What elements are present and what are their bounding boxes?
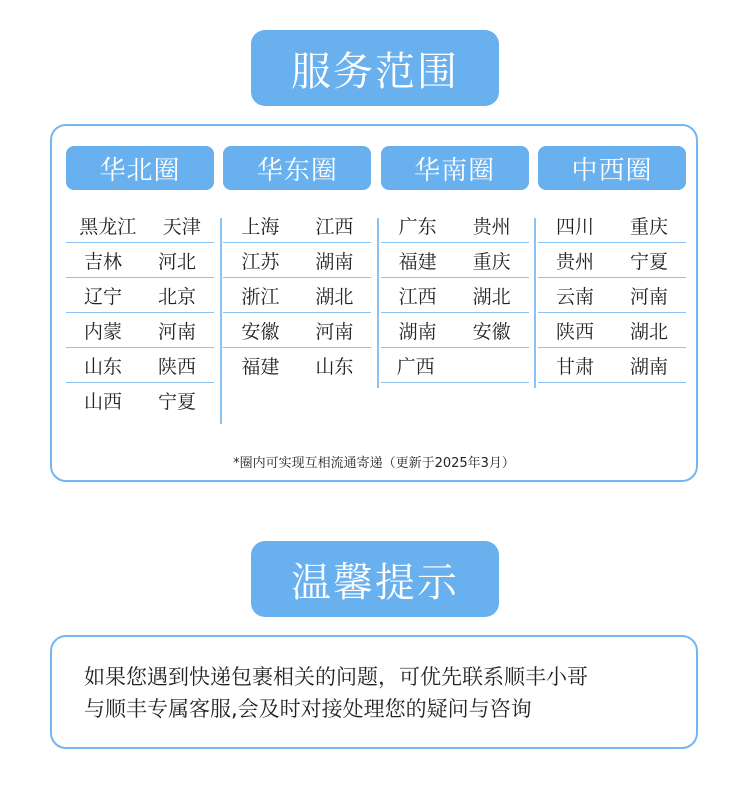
province: 安徽 bbox=[241, 320, 280, 343]
province: 江西 bbox=[315, 215, 354, 238]
region-header: 中西圈 bbox=[538, 146, 686, 190]
region-rows bbox=[66, 208, 214, 418]
province: 河北 bbox=[157, 250, 196, 273]
region-row bbox=[381, 348, 529, 383]
region-row bbox=[538, 313, 686, 348]
region-row bbox=[66, 383, 214, 418]
region-rows bbox=[381, 208, 529, 383]
province: 江苏 bbox=[241, 250, 280, 273]
province: 辽宁 bbox=[83, 285, 122, 308]
province: 安徽 bbox=[472, 320, 511, 343]
province: 湖南 bbox=[315, 250, 354, 273]
region-header: 华东圈 bbox=[223, 146, 371, 190]
region-row bbox=[538, 348, 686, 383]
province: 云南 bbox=[555, 285, 594, 308]
province: 福建 bbox=[241, 356, 280, 378]
region-row bbox=[538, 208, 686, 243]
region-columns bbox=[66, 146, 686, 416]
region-row bbox=[538, 278, 686, 313]
region-column-central-west bbox=[538, 146, 686, 416]
tips-line-2: 与顺丰专属客服,会及时对接处理您的疑问与咨询 bbox=[84, 697, 532, 721]
province: 甘肃 bbox=[555, 355, 594, 378]
province: 湖北 bbox=[472, 285, 511, 308]
region-row bbox=[223, 278, 371, 313]
region-row bbox=[381, 243, 529, 278]
region-column-east bbox=[223, 146, 371, 416]
region-rows bbox=[538, 208, 686, 383]
service-region-card bbox=[50, 124, 698, 482]
province: 河南 bbox=[157, 320, 196, 343]
column-divider bbox=[534, 218, 536, 388]
province: 福建 bbox=[398, 250, 437, 273]
region-row bbox=[381, 313, 529, 348]
region-row bbox=[223, 208, 371, 243]
region-row bbox=[66, 208, 214, 243]
region-row bbox=[66, 243, 214, 278]
warm-tips-title: 温馨提示 bbox=[251, 541, 499, 617]
region-row bbox=[66, 348, 214, 383]
region-row bbox=[66, 313, 214, 348]
region-row bbox=[223, 348, 371, 383]
province: 河南 bbox=[315, 320, 354, 343]
province: 宁夏 bbox=[629, 250, 668, 273]
column-divider bbox=[220, 218, 222, 424]
region-column-south bbox=[381, 146, 529, 416]
region-note: *圈内可实现互相流通寄递（更新于2025年3月） bbox=[233, 456, 515, 471]
province: 广西 bbox=[396, 355, 435, 378]
province: 江西 bbox=[398, 285, 437, 308]
province: 湖南 bbox=[398, 320, 437, 343]
tips-card bbox=[50, 635, 698, 749]
province: 陕西 bbox=[555, 320, 594, 343]
tips-line-1: 如果您遇到快递包裹相关的问题，可优先联系顺丰小哥 bbox=[84, 665, 588, 689]
province: 贵州 bbox=[555, 250, 594, 273]
region-row bbox=[381, 208, 529, 243]
province: 黑龙江 bbox=[79, 215, 137, 238]
region-row bbox=[381, 278, 529, 313]
province: 贵州 bbox=[472, 215, 511, 238]
province: 吉林 bbox=[83, 250, 122, 273]
province: 内蒙 bbox=[83, 320, 122, 343]
province: 北京 bbox=[157, 285, 196, 308]
province: 四川 bbox=[555, 215, 594, 238]
province: 河南 bbox=[629, 285, 668, 308]
service-scope-title: 服务范围 bbox=[251, 30, 499, 106]
province: 重庆 bbox=[472, 250, 511, 273]
province: 湖南 bbox=[629, 355, 668, 378]
region-header: 华北圈 bbox=[66, 146, 214, 190]
province: 陕西 bbox=[157, 355, 196, 378]
province: 湖北 bbox=[315, 285, 354, 308]
tips-text bbox=[84, 661, 674, 725]
region-header: 华南圈 bbox=[381, 146, 529, 190]
region-row bbox=[223, 243, 371, 278]
province: 山东 bbox=[315, 356, 354, 378]
province: 天津 bbox=[162, 215, 201, 238]
region-row bbox=[223, 313, 371, 348]
province: 上海 bbox=[241, 215, 280, 238]
region-row bbox=[538, 243, 686, 278]
region-rows bbox=[223, 208, 371, 383]
region-row bbox=[66, 278, 214, 313]
province: 浙江 bbox=[241, 285, 280, 308]
region-column-north bbox=[66, 146, 214, 416]
province: 广东 bbox=[398, 215, 437, 238]
province: 重庆 bbox=[629, 215, 668, 238]
province: 宁夏 bbox=[157, 391, 196, 413]
column-divider bbox=[377, 218, 379, 388]
province: 湖北 bbox=[629, 320, 668, 343]
province: 山西 bbox=[83, 391, 122, 413]
province: 山东 bbox=[83, 355, 122, 378]
